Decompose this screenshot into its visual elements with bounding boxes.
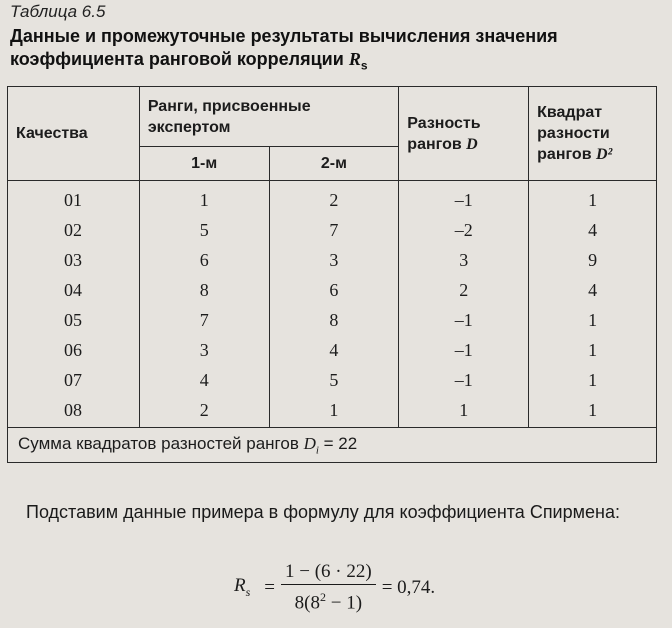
quality-cell: 01 bbox=[8, 181, 140, 216]
table-row bbox=[8, 215, 657, 245]
rank-correlation-table bbox=[7, 86, 657, 463]
difference-cell: 3 bbox=[399, 245, 529, 275]
table-row bbox=[8, 275, 657, 305]
quality-cell: 07 bbox=[8, 365, 140, 395]
formula-fraction bbox=[281, 560, 376, 615]
rank-expert1-cell: 2 bbox=[139, 395, 269, 428]
table-row bbox=[8, 245, 657, 275]
difference-cell: –1 bbox=[399, 365, 529, 395]
formula-equals: = bbox=[264, 576, 275, 598]
quality-cell: 08 bbox=[8, 395, 140, 428]
quality-cell: 04 bbox=[8, 275, 140, 305]
body-paragraph: Подставим данные примера в формулу для коэффициента Спирмена: bbox=[26, 502, 620, 522]
squared-difference-cell: 9 bbox=[529, 245, 657, 275]
difference-cell: –1 bbox=[399, 305, 529, 335]
header-ranks: Ранги, присвоенные экспертом bbox=[139, 87, 398, 147]
rank-expert1-cell: 5 bbox=[139, 215, 269, 245]
header-qualities: Качества bbox=[8, 87, 140, 181]
rank-expert1-cell: 8 bbox=[139, 275, 269, 305]
table-title bbox=[10, 25, 650, 78]
quality-cell: 03 bbox=[8, 245, 140, 275]
header-expert-2: 2-м bbox=[269, 147, 399, 181]
formula-denominator: $8(8^2 - 1)$ bbox=[294, 590, 363, 614]
rank-expert2-cell: 8 bbox=[269, 305, 399, 335]
table-row bbox=[8, 305, 657, 335]
difference-cell: 2 bbox=[399, 275, 529, 305]
rank-expert2-cell: 4 bbox=[269, 335, 399, 365]
quality-cell: 02 bbox=[8, 215, 140, 245]
table-row bbox=[8, 335, 657, 365]
formula-lhs: $R_s$ bbox=[234, 575, 251, 600]
title-symbol: R bbox=[348, 49, 361, 69]
rank-expert1-cell: 3 bbox=[139, 335, 269, 365]
spearman-formula bbox=[234, 560, 435, 615]
title-line-2: коэффициента ранговой корреляции $R_s$ bbox=[10, 49, 368, 73]
formula-numerator: 1 − (6 · 22) bbox=[281, 560, 376, 585]
rank-expert2-cell: 3 bbox=[269, 245, 399, 275]
squared-difference-cell: 1 bbox=[529, 365, 657, 395]
table-row bbox=[8, 365, 657, 395]
rank-expert2-cell: 7 bbox=[269, 215, 399, 245]
table-row bbox=[8, 181, 657, 216]
table-row bbox=[8, 395, 657, 428]
squared-difference-cell: 1 bbox=[529, 395, 657, 428]
quality-cell: 05 bbox=[8, 305, 140, 335]
formula-result: = 0,74. bbox=[381, 576, 436, 598]
difference-cell: –2 bbox=[399, 215, 529, 245]
squared-difference-cell: 1 bbox=[529, 181, 657, 216]
difference-cell: –1 bbox=[399, 181, 529, 216]
table-footer-sum: Сумма квадратов разностей рангов $D_i = 22$ bbox=[8, 428, 657, 463]
rank-expert2-cell: 6 bbox=[269, 275, 399, 305]
header-difference: Разность рангов D bbox=[399, 87, 529, 181]
squared-difference-cell: 1 bbox=[529, 305, 657, 335]
rank-expert2-cell: 5 bbox=[269, 365, 399, 395]
rank-expert1-cell: 6 bbox=[139, 245, 269, 275]
squared-difference-cell: 4 bbox=[529, 215, 657, 245]
rank-expert1-cell: 1 bbox=[139, 181, 269, 216]
rank-expert1-cell: 7 bbox=[139, 305, 269, 335]
table-body bbox=[8, 181, 657, 428]
rank-expert1-cell: 4 bbox=[139, 365, 269, 395]
difference-cell: 1 bbox=[399, 395, 529, 428]
squared-difference-cell: 4 bbox=[529, 275, 657, 305]
title-line-1: Данные и промежуточные результаты вычисления значения bbox=[10, 26, 558, 46]
difference-cell: –1 bbox=[399, 335, 529, 365]
table-caption: Таблица 6.5 bbox=[10, 2, 106, 21]
squared-difference-cell: 1 bbox=[529, 335, 657, 365]
quality-cell: 06 bbox=[8, 335, 140, 365]
header-expert-1: 1-м bbox=[139, 147, 269, 181]
rank-expert2-cell: 1 bbox=[269, 395, 399, 428]
rank-expert2-cell: 2 bbox=[269, 181, 399, 216]
header-squared-difference: Квадрат разности рангов D² bbox=[529, 87, 657, 181]
